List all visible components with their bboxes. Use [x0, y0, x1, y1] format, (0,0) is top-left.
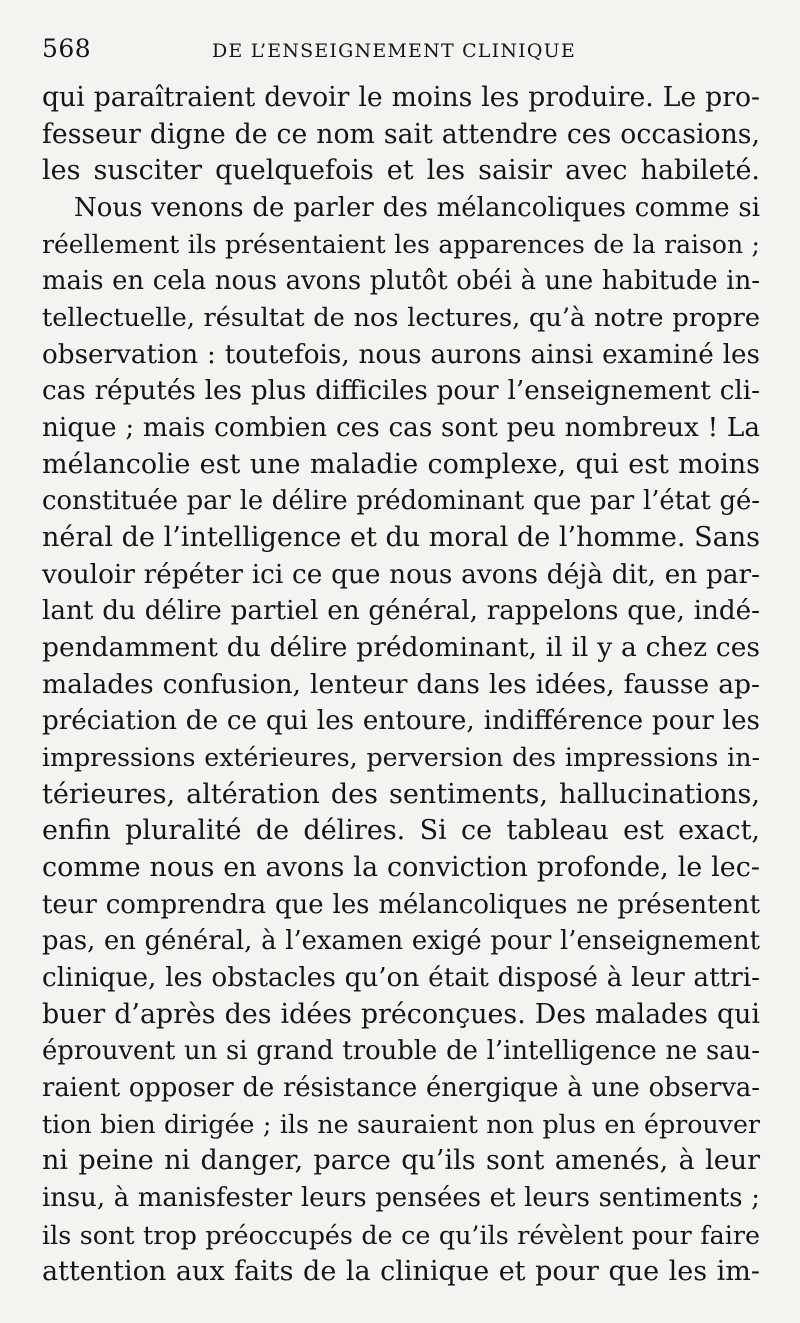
text-line: cas réputés les plus difficiles pour l’enseignement cli- — [42, 376, 760, 407]
text-line: attention aux faits de la clinique et pour que les im- — [42, 1255, 760, 1287]
text-line: constituée par le délire prédominant que par l’état gé- — [42, 486, 760, 517]
text-line: buer d’après des idées préconçues. Des malades qui — [42, 998, 760, 1030]
text-line: raient opposer de résistance énergique à une observa- — [42, 1073, 760, 1104]
text-line: fesseur digne de ce nom sait attendre ces occasions, — [42, 118, 760, 150]
text-line: térieures, altération des sentiments, hallucinations, — [42, 778, 760, 810]
text-line: insu, à manisfester leurs pensées et leurs sentiments ; — [42, 1183, 760, 1214]
text-line: lant du délire partiel en général, rappelons que, indé- — [42, 596, 760, 627]
text-line: tion bien dirigée ; ils ne sauraient non plus en éprouver — [42, 1109, 760, 1139]
running-title: DE L’ENSEIGNEMENT CLINIQUE — [212, 40, 576, 62]
text-line: vouloir répéter ici ce que nous avons déjà dit, en par- — [42, 559, 760, 590]
text-line: impressions extérieures, perversion des impressions in- — [42, 743, 760, 773]
page-header — [42, 33, 762, 65]
text-line: clinique, les obstacles qu’on était disposé à leur attri- — [42, 963, 760, 994]
body-text — [42, 80, 760, 1290]
text-line: mais en cela nous avons plutôt obéi à une habitude in- — [42, 266, 760, 297]
text-line: réellement ils présentaient les apparences de la raison ; — [42, 229, 760, 259]
paragraph-first-line: Nous venons de parler des mélancoliques comme si — [74, 193, 760, 224]
text-line: ni peine ni danger, parce qu’ils sont amenés, à leur — [42, 1145, 760, 1177]
text-line: malades confusion, lenteur dans les idées, fausse ap- — [42, 668, 760, 700]
text-line: observation : toutefois, nous aurons ainsi examiné les — [42, 339, 760, 370]
text-line: qui paraîtraient devoir le moins les produire. Le pro- — [42, 82, 760, 113]
text-line: tellectuelle, résultat de nos lectures, qu’à notre propre — [42, 303, 760, 334]
text-line: teur comprendra que les mélancoliques ne présentent — [42, 889, 760, 920]
text-line: préciation de ce qui les entoure, indifférence pour les — [42, 706, 760, 737]
text-line: éprouvent un si grand trouble de l’intelligence ne sau- — [42, 1036, 760, 1067]
page-number: 568 — [42, 34, 92, 63]
text-line: comme nous en avons la conviction profonde, le lec- — [42, 852, 760, 884]
text-line: ils sont trop préoccupés de ce qu’ils révèlent pour faire — [42, 1219, 760, 1250]
text-line: néral de l’intelligence et du moral de l’homme. Sans — [42, 522, 760, 554]
text-line: mélancolie est une maladie complexe, qui est moins — [42, 448, 760, 480]
text-line: pas, en général, à l’examen exigé pour l’enseignement — [42, 926, 760, 957]
text-line: pendamment du délire prédominant, il il y a chez ces — [42, 632, 760, 664]
text-line: les susciter quelquefois et les saisir avec habileté. — [42, 155, 760, 187]
text-line: enfin pluralité de délires. Si ce tableau est exact, — [42, 815, 760, 847]
text-line: nique ; mais combien ces cas sont peu nombreux ! La — [42, 413, 760, 444]
